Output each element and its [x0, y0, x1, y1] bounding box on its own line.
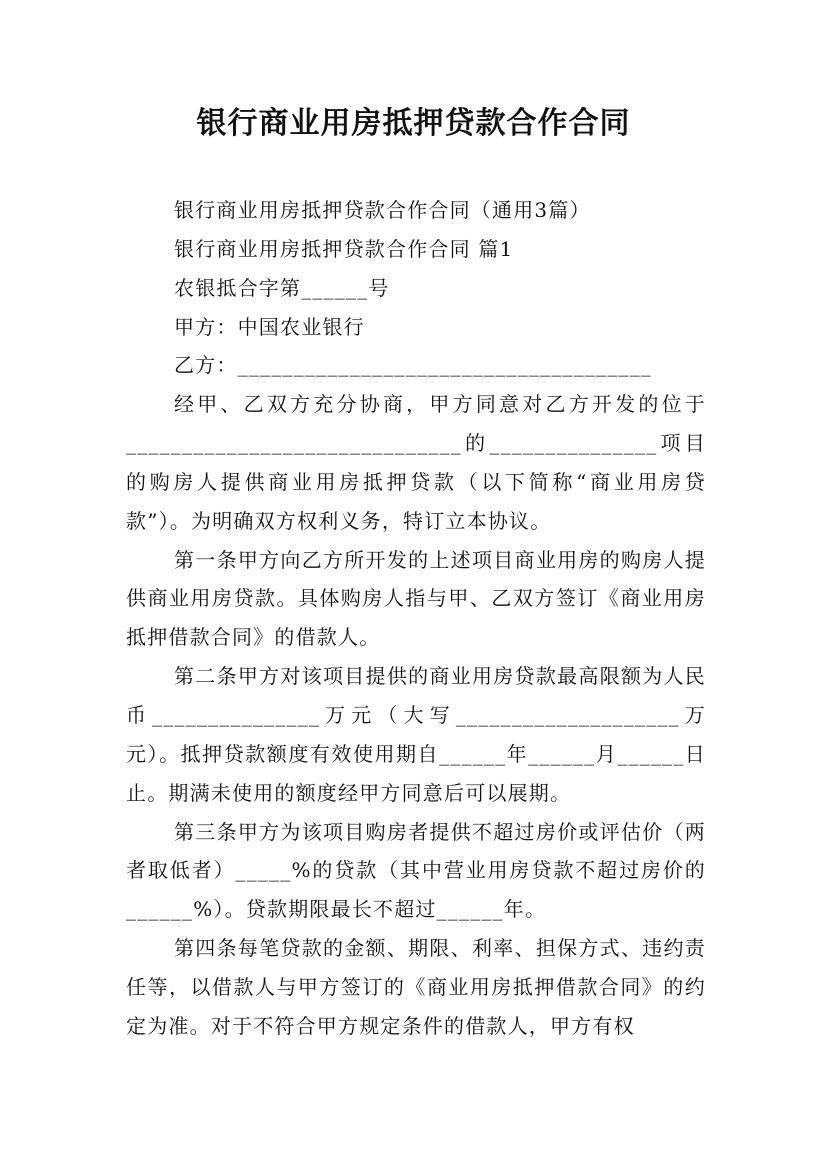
article-1: 第一条甲方向乙方所开发的上述项目商业用房的购房人提供商业用房贷款。具体购房人指与甲、乙双方签订《商业用房抵押借款合同》的借款人。: [126, 547, 706, 650]
contract-number: 农银抵合字第______号: [174, 275, 390, 300]
article-4: 第四条每笔贷款的金额、期限、利率、担保方式、违约责任等，以借款人与甲方签订的《商业用房抵押借款合同》的约定为准。对于不符合甲方规定条件的借款人，甲方有权: [126, 936, 706, 1038]
article-2: 第二条甲方对该项目提供的商业用房贷款最高限额为人民币_______________万元（大写____________________万元）。抵押贷款额度有效使用期自______年______月______日止。期满未使用的额度经甲方同意后可以展期。: [126, 664, 706, 805]
preamble-paragraph: 经甲、乙双方充分协商，甲方同意对乙方开发的位于______________________________的_______________项目的购房人提供商业用房抵押贷款（以下简称“商业用房贷款”）。为明确双方权利义务，特订立本协议。: [126, 392, 706, 533]
document-title: 银行商业用房抵押贷款合作合同: [196, 106, 631, 141]
party-b: 乙方：_____________________________________: [174, 353, 652, 378]
document-body: [126, 191, 706, 1046]
section-heading: 银行商业用房抵押贷款合作合同 篇1: [174, 236, 514, 261]
article-3: 第三条甲方为该项目购房者提供不超过房价或评估价（两者取低者）_____%的贷款（其中营业用房贷款不超过房价的______%）。贷款期限最长不超过______年。: [126, 819, 706, 922]
subtitle-paragraph: 银行商业用房抵押贷款合作合同（通用3篇）: [174, 198, 591, 222]
party-a: 甲方：中国农业银行: [174, 314, 365, 339]
